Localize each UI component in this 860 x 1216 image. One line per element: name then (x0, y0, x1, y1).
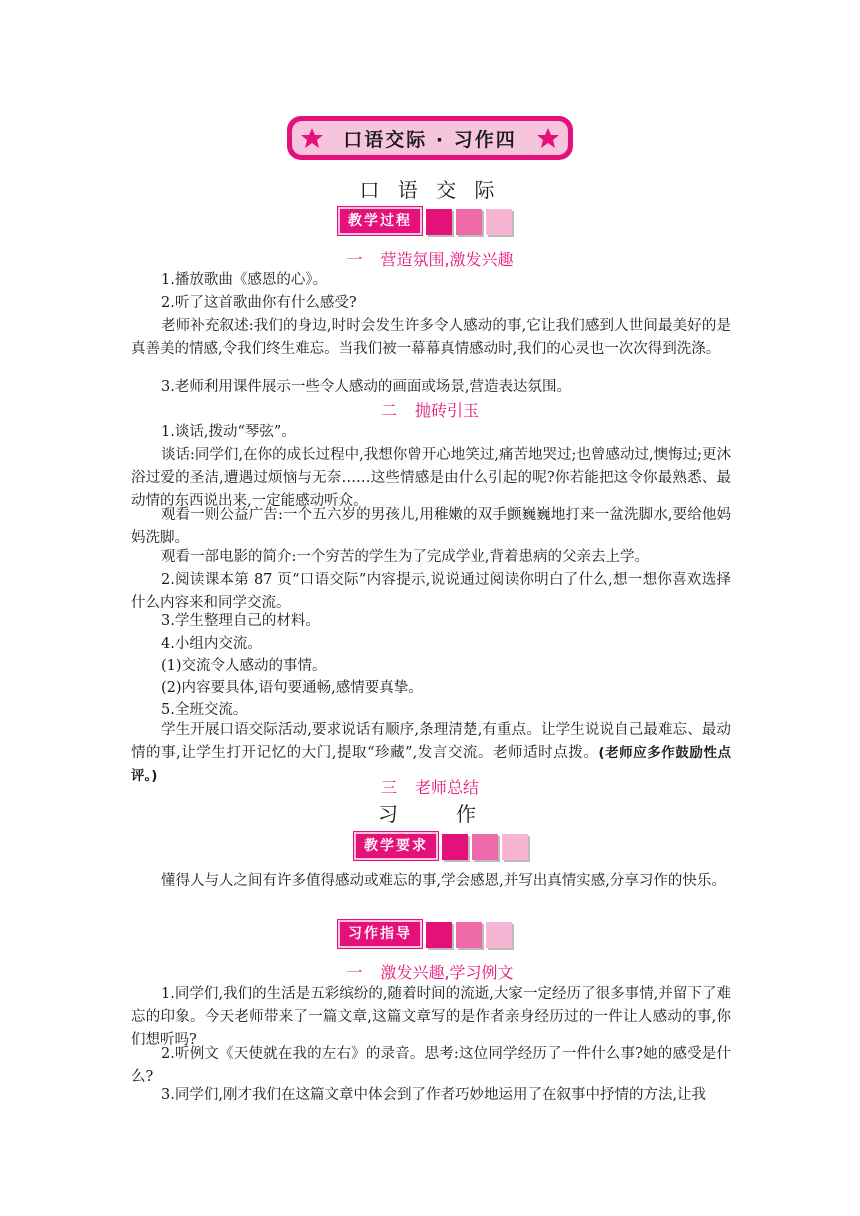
bold-note: (老师应多作鼓励性点评。) (131, 745, 731, 784)
paragraph: 老师补充叙述:我们的身边,时时会发生许多令人感动的事,它让我们感到人世间最美好的是真善美的情感,令我们终生难忘。当我们被一幕幕真情感动时,我们的心灵也一次次得到洗涤。 (131, 318, 731, 357)
paragraph: 学生开展口语交际活动,要求说话有顺序,条理清楚,有重点。让学生说说自己最难忘、最动情的事,让学生打开记忆的大门,提取“珍藏”,发言交流。老师适时点拨。(老师应多作鼓励性点评。) (131, 722, 731, 784)
star-icon (300, 127, 324, 149)
paragraph: 2.听例文《天使就在我的左右》的录音。思考:这位同学经历了一件什么事?她的感受是什么? (131, 1046, 731, 1085)
decor-square (486, 209, 512, 235)
paragraph: 1.谈话,拨动“琴弦”。 (161, 424, 296, 440)
requirement-label: 教学要求 (354, 832, 438, 860)
paragraph: 1.同学们,我们的生活是五彩缤纷的,随着时间的流逝,大家一定经历了很多事情,并留下了难忘的印象。今天老师带来了一篇文章,这篇文章写的是作者亲身经历过的一件让人感动的事,你们想听吗? (131, 986, 731, 1048)
paragraph: 3.同学们,刚才我们在这篇文章中体会到了作者巧妙地运用了在叙事中抒情的方法,让我 (161, 1087, 707, 1103)
decor-square (472, 834, 498, 860)
decor-square (486, 922, 512, 948)
decor-square (426, 922, 452, 948)
banner-title: 口语交际 · 习作四 (343, 128, 517, 151)
paragraph: 谈话:同学们,在你的成长过程中,我想你曾开心地笑过,痛苦地哭过;也曾感动过,懊悔过;更沐浴过爱的圣洁,遭遇过烦恼与无奈……这些情感是由什么引起的呢?你若能把这令你最熟悉、最动情的东西说出来,一定能感动听众。 (131, 447, 731, 509)
heading-2: 二 抛砖引玉 (380, 401, 480, 420)
guide-label: 习作指导 (338, 920, 422, 948)
heading-3: 三 老师总结 (380, 778, 480, 797)
paragraph: 2.听了这首歌曲你有什么感受? (161, 295, 357, 311)
paragraph: (2)内容要具体,语句要通畅,感情要真挚。 (161, 680, 423, 696)
paragraph: 3.学生整理自己的材料。 (161, 613, 320, 629)
decor-square (426, 209, 452, 235)
paragraph: 观看一部电影的简介:一个穷苦的学生为了完成学业,背着患病的父亲去上学。 (161, 549, 649, 565)
paragraph: 1.播放歌曲《感恩的心》。 (161, 272, 328, 288)
paragraph: (1)交流令人感动的事情。 (161, 658, 327, 674)
guide-label-row (338, 920, 512, 948)
writing-section-title: 习 作 (378, 802, 482, 826)
heading-4: 一 激发兴趣,学习例文 (346, 963, 514, 982)
decor-square (456, 922, 482, 948)
decor-square (456, 209, 482, 235)
star-icon (536, 127, 560, 149)
heading-1: 一 营造氛围,激发兴趣 (346, 250, 514, 269)
paragraph: 懂得人与人之间有许多值得感动或难忘的事,学会感恩,并写出真情实感,分享习作的快乐。 (161, 873, 726, 889)
decor-square (442, 834, 468, 860)
paragraph: 3.老师利用课件展示一些令人感动的画面或场景,营造表达氛围。 (161, 379, 571, 395)
decor-square (502, 834, 528, 860)
process-label-row (338, 207, 512, 235)
requirement-label-row (354, 832, 528, 860)
paragraph: 4.小组内交流。 (161, 636, 262, 652)
oral-section-title: 口 语 交 际 (359, 178, 501, 202)
paragraph: 2.阅读课本第 87 页“口语交际”内容提示,说说通过阅读你明白了什么,想一想你喜欢选择什么内容来和同学交流。 (131, 572, 731, 611)
process-label: 教学过程 (338, 207, 422, 235)
paragraph: 5.全班交流。 (161, 702, 248, 718)
title-banner (287, 116, 573, 160)
paragraph: 观看一则公益广告:一个五六岁的男孩儿,用稚嫩的双手颤巍巍地打来一盆洗脚水,要给他妈妈洗脚。 (131, 507, 731, 546)
